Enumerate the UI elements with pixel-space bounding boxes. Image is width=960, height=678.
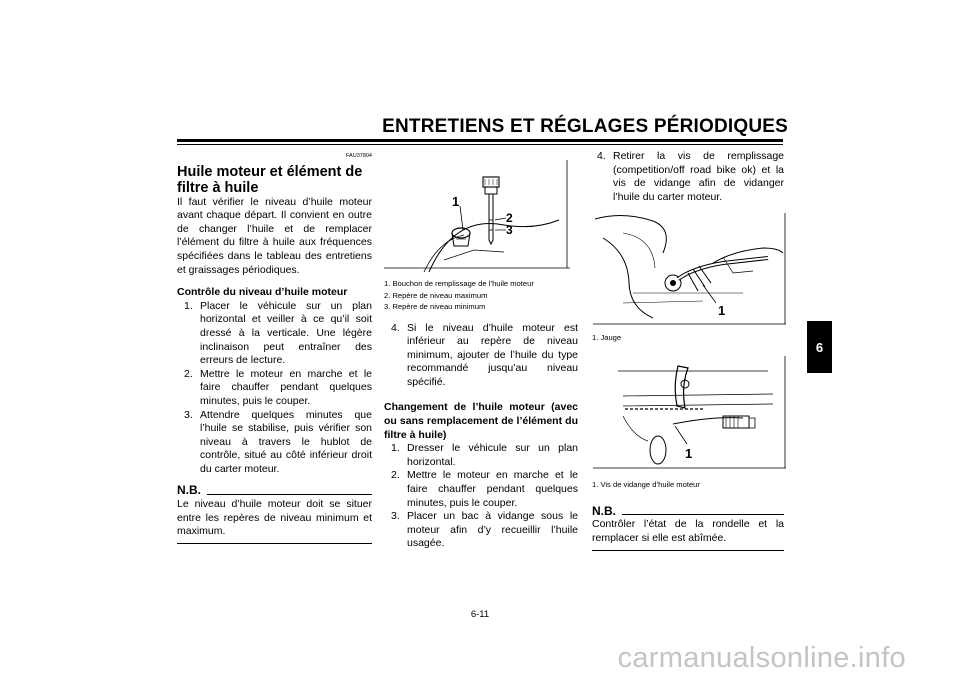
list-item: 2. Mettre le moteur en marche et le faire chauffer pendant quelques minutes, puis le couper.	[184, 367, 372, 407]
subheading-oil-change: Changement de l’huile moteur (avec ou sans remplacement de l’élément du filtre à huile)	[384, 401, 578, 441]
figure-callout: 3	[506, 223, 513, 237]
nb-heading: N.B.	[592, 505, 784, 519]
right-column-step	[590, 150, 784, 204]
reference-code: FAU37804	[346, 153, 372, 159]
watermark-bar	[0, 640, 960, 678]
figure-callout: 1	[718, 303, 726, 318]
figure-oil-filler-cap	[384, 160, 570, 272]
list-item: 3. Placer un bac à vidange sous le moteur afin d’y recueillir l’huile usagée.	[391, 510, 578, 550]
list-item: 4. Si le niveau d’huile moteur est inférieur au repère de niveau minimum, ajouter de l’huile du type recommandé jusqu’au niveau spécifié.	[391, 321, 578, 388]
header-rule-thin	[177, 144, 783, 145]
middle-column	[384, 278, 578, 551]
figure-callout: 1	[685, 446, 693, 461]
intro-paragraph: Il faut vérifier le niveau d’huile moteur avant chaque départ. Il convient en outre de changer l’huile et de remplacer l’élément du filtre à huile aux fréquences spécifiées dans le tableau des entretiens et graissages périodiques.	[177, 195, 372, 276]
nb-heading: N.B.	[177, 484, 372, 498]
header-rule	[177, 139, 783, 142]
list-item: 1. Dresser le véhicule sur un plan horizontal.	[391, 442, 578, 468]
subheading-check: Contrôle du niveau d’huile moteur	[177, 286, 348, 299]
list-item: 2. Mettre le moteur en marche et le faire chauffer pendant quelques minutes, puis le couper.	[391, 469, 578, 509]
nb-note: Contrôler l’état de la rondelle et la remplacer si elle est abîmée.	[592, 518, 784, 551]
chapter-tab: 6	[807, 321, 832, 373]
figure-callout: 2	[506, 211, 513, 225]
right-column-bottom	[592, 479, 784, 551]
section-heading: Huile moteur et élément de filtre à huile	[177, 163, 363, 196]
figure-dipstick	[593, 213, 787, 326]
page-title: ENTRETIENS ET RÉGLAGES PÉRIODIQUES	[382, 116, 788, 137]
list-item: 1. Placer le véhicule sur un plan horizontal et veiller à ce qu’il soit dressé à la verticale. Une légère inclinaison peut entraîner des erreurs de lecture.	[184, 299, 372, 367]
list-item: 4. Retirer la vis de remplissage (competition/off road bike ok) et la vis de vidange afin de vidanger l’huile du carter moteur.	[597, 150, 784, 203]
figure-caption: 1. Bouchon de remplissage de l’huile moteur	[384, 279, 534, 288]
figure-caption: 1. Jauge	[592, 333, 622, 342]
watermark-text: carmanualsonline.info	[617, 642, 906, 674]
left-column	[177, 150, 372, 544]
figure-caption: 3. Repère de niveau minimum	[384, 302, 486, 311]
figure-callout: 1	[452, 194, 460, 209]
nb-note: Le niveau d’huile moteur doit se situer entre les repères de niveau minimum et maximum.	[177, 498, 372, 544]
page-number: 6-11	[470, 609, 490, 620]
figure-caption: 1. Vis de vidange d’huile moteur	[592, 480, 700, 489]
list-item: 3. Attendre quelques minutes que l’huile se stabilise, puis vérifier son niveau à travers le hublot de contrôle, situé au côté inférieur droit du carter moteur.	[184, 408, 372, 475]
figure-caption: 2. Repère de niveau maximum	[384, 290, 488, 300]
figure-drain-bolt	[593, 356, 787, 470]
